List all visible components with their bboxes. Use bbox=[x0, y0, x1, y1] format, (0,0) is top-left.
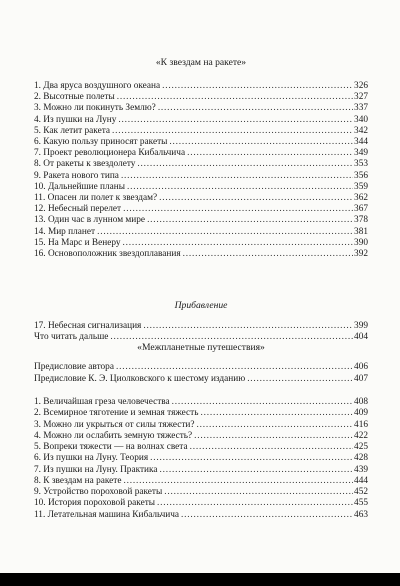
toc-entry bbox=[34, 126, 368, 137]
appendix-title: Прибавление bbox=[174, 300, 228, 311]
toc-entry-title: Предисловие К. Э. Циолковского к шестому изданию bbox=[34, 373, 246, 384]
dot-leader bbox=[118, 115, 353, 126]
toc-entry bbox=[34, 332, 368, 343]
dot-leader bbox=[169, 137, 353, 148]
dot-leader bbox=[123, 204, 353, 215]
toc-entry bbox=[34, 227, 368, 238]
toc-entry-title: 2. Всемирное тяготение и земная тяжесть bbox=[34, 408, 199, 419]
dot-leader bbox=[157, 498, 353, 509]
toc-entry bbox=[34, 115, 368, 126]
toc-entry-title: 7. Проект революционера Кибальчича bbox=[34, 148, 186, 159]
toc-entry-page: 356 bbox=[354, 170, 368, 181]
dot-leader bbox=[121, 171, 353, 182]
dot-leader bbox=[127, 182, 353, 193]
toc-entry bbox=[34, 159, 368, 170]
toc-entry-page: 378 bbox=[354, 215, 368, 226]
toc-entry bbox=[34, 321, 368, 332]
toc-entry-title: 10. Дальнейшие планы bbox=[34, 181, 125, 192]
toc-entry-title: 5. Вопреки тяжести — на волнах света bbox=[34, 442, 188, 452]
toc-entry-title: 13. Один час в лунном мире bbox=[34, 215, 146, 226]
toc-entry-page: 463 bbox=[354, 509, 368, 520]
toc-entry bbox=[34, 453, 368, 464]
toc-entry-title: 11. Опасен ли полет к звездам? bbox=[34, 193, 158, 203]
toc-entry-title: 4. Можно ли ослабить земную тяжесть? bbox=[34, 430, 193, 441]
toc-entry-title: 2. Высотные полеты bbox=[34, 92, 115, 103]
dot-leader bbox=[117, 92, 353, 103]
dot-leader bbox=[181, 510, 353, 521]
toc-entry bbox=[34, 215, 368, 226]
dot-leader bbox=[112, 126, 353, 137]
dot-leader bbox=[137, 159, 353, 170]
toc-entry-page: 344 bbox=[354, 137, 368, 147]
toc-entry-page: 340 bbox=[354, 114, 368, 125]
toc-entry-title: 16. Основоположник звездоплавания bbox=[34, 249, 181, 259]
toc-entry-page: 353 bbox=[354, 159, 368, 170]
toc-entry bbox=[34, 249, 368, 260]
toc-entry bbox=[34, 137, 368, 148]
toc-entry-title: 12. Небесный перелет bbox=[34, 204, 122, 215]
toc-entry-page: 362 bbox=[354, 193, 368, 203]
toc-entry-page: 416 bbox=[354, 419, 368, 430]
dot-leader bbox=[187, 148, 353, 159]
dot-leader bbox=[183, 249, 353, 260]
toc-entry-page: 425 bbox=[354, 442, 368, 452]
toc-entry bbox=[34, 408, 368, 419]
section-title: «Межпланетные путешествия» bbox=[137, 342, 265, 353]
toc-entry-page: 406 bbox=[354, 362, 368, 372]
toc-entry-page: 337 bbox=[354, 103, 368, 114]
toc-entry-page: 399 bbox=[354, 321, 368, 331]
toc-entry-title: Предисловие автора bbox=[34, 362, 114, 372]
toc-entry-page: 452 bbox=[354, 487, 368, 497]
toc-entry-title: 1. Величайшая греза человечества bbox=[34, 397, 170, 407]
toc-entry bbox=[34, 442, 368, 453]
toc-entry-page: 408 bbox=[354, 397, 368, 407]
dot-leader bbox=[197, 420, 354, 431]
toc-entry-page: 404 bbox=[354, 332, 368, 343]
toc-entry-title: 11. Летательная машина Кибальчича bbox=[34, 509, 180, 520]
dot-leader bbox=[150, 453, 353, 464]
toc-entry bbox=[34, 171, 368, 182]
toc-entry-page: 428 bbox=[354, 453, 368, 464]
toc-entry bbox=[34, 374, 368, 385]
section-title: «К звездам на ракете» bbox=[155, 57, 247, 68]
toc-entry-page: 439 bbox=[354, 464, 368, 475]
toc-entry-title: 17. Небесная сигнализация bbox=[34, 321, 142, 331]
toc-entry-title: 9. Ракета нового типа bbox=[34, 170, 119, 181]
toc-entry-title: 14. Мир планет bbox=[34, 226, 96, 237]
dot-leader bbox=[123, 476, 353, 487]
toc-entry-page: 392 bbox=[354, 249, 368, 259]
dot-leader bbox=[200, 408, 353, 419]
toc-entry-title: 6. Какую пользу приносят ракеты bbox=[34, 137, 168, 147]
toc-entry-page: 409 bbox=[354, 408, 368, 419]
toc-entry-page: 367 bbox=[354, 204, 368, 215]
toc-entry-title: 3. Можно ли покинуть Землю? bbox=[34, 103, 156, 114]
dot-leader bbox=[123, 238, 354, 249]
toc-entry-page: 326 bbox=[354, 81, 368, 91]
toc-entry-title: 5. Как летит ракета bbox=[34, 125, 111, 136]
toc-entry-page: 342 bbox=[354, 125, 368, 136]
toc-entry bbox=[34, 431, 368, 442]
dot-leader bbox=[247, 374, 353, 385]
toc-entry-title: 8. От ракеты к звездолету bbox=[34, 159, 136, 170]
toc-entry bbox=[34, 193, 368, 204]
dot-leader bbox=[158, 103, 353, 114]
toc-entry bbox=[34, 476, 368, 487]
toc-entry-title: 3. Можно ли укрыться от силы тяжести? bbox=[34, 419, 195, 430]
toc-entry bbox=[34, 397, 368, 408]
toc-entry bbox=[34, 148, 368, 159]
toc-entry-title: 10. История пороховой ракеты bbox=[34, 498, 155, 509]
dot-leader bbox=[160, 465, 354, 476]
toc-entry-title: 7. Из пушки на Луну. Практика bbox=[34, 464, 158, 475]
toc-entry bbox=[34, 103, 368, 114]
dot-leader bbox=[172, 397, 353, 408]
toc-entry-page: 455 bbox=[354, 498, 368, 509]
toc-entry bbox=[34, 510, 368, 521]
toc-entry-title: 1. Два яруса воздушного океана bbox=[34, 81, 161, 91]
dot-leader bbox=[116, 362, 353, 373]
toc-entry bbox=[34, 182, 368, 193]
toc-entry-title: Что читать дальше bbox=[34, 332, 109, 343]
dot-leader bbox=[162, 81, 353, 92]
dot-leader bbox=[147, 215, 353, 226]
toc-entry-page: 390 bbox=[354, 237, 368, 248]
toc-entry bbox=[34, 81, 368, 92]
dot-leader bbox=[190, 442, 353, 453]
toc-entry-page: 359 bbox=[354, 181, 368, 192]
toc-entry-page: 349 bbox=[354, 148, 368, 159]
toc-entry-title: 15. На Марс и Венеру bbox=[34, 237, 121, 248]
toc-entry bbox=[34, 92, 368, 103]
toc-entry-page: 381 bbox=[354, 226, 368, 237]
dot-leader bbox=[164, 487, 353, 498]
toc-entry-page: 444 bbox=[354, 475, 368, 486]
toc-entry bbox=[34, 204, 368, 215]
toc-entry bbox=[34, 238, 368, 249]
toc-entry-title: 8. К звездам на ракете bbox=[34, 475, 122, 486]
toc-entry bbox=[34, 498, 368, 509]
toc-entry-page: 327 bbox=[354, 92, 368, 103]
toc-entry-title: 6. Из пушки на Луну. Теория bbox=[34, 453, 149, 464]
dot-leader bbox=[110, 332, 353, 343]
toc-entry-page: 422 bbox=[354, 430, 368, 441]
toc-entry-title: 9. Устройство пороховой ракеты bbox=[34, 487, 163, 497]
toc-entry-page: 407 bbox=[354, 373, 368, 384]
dot-leader bbox=[159, 193, 353, 204]
toc-entry bbox=[34, 362, 368, 373]
dot-leader bbox=[97, 227, 353, 238]
toc-entry bbox=[34, 465, 368, 476]
dot-leader bbox=[143, 321, 353, 332]
toc-entry-title: 4. Из пушки на Луну bbox=[34, 114, 117, 125]
dot-leader bbox=[194, 431, 353, 442]
toc-entry bbox=[34, 420, 368, 431]
toc-entry bbox=[34, 487, 368, 498]
